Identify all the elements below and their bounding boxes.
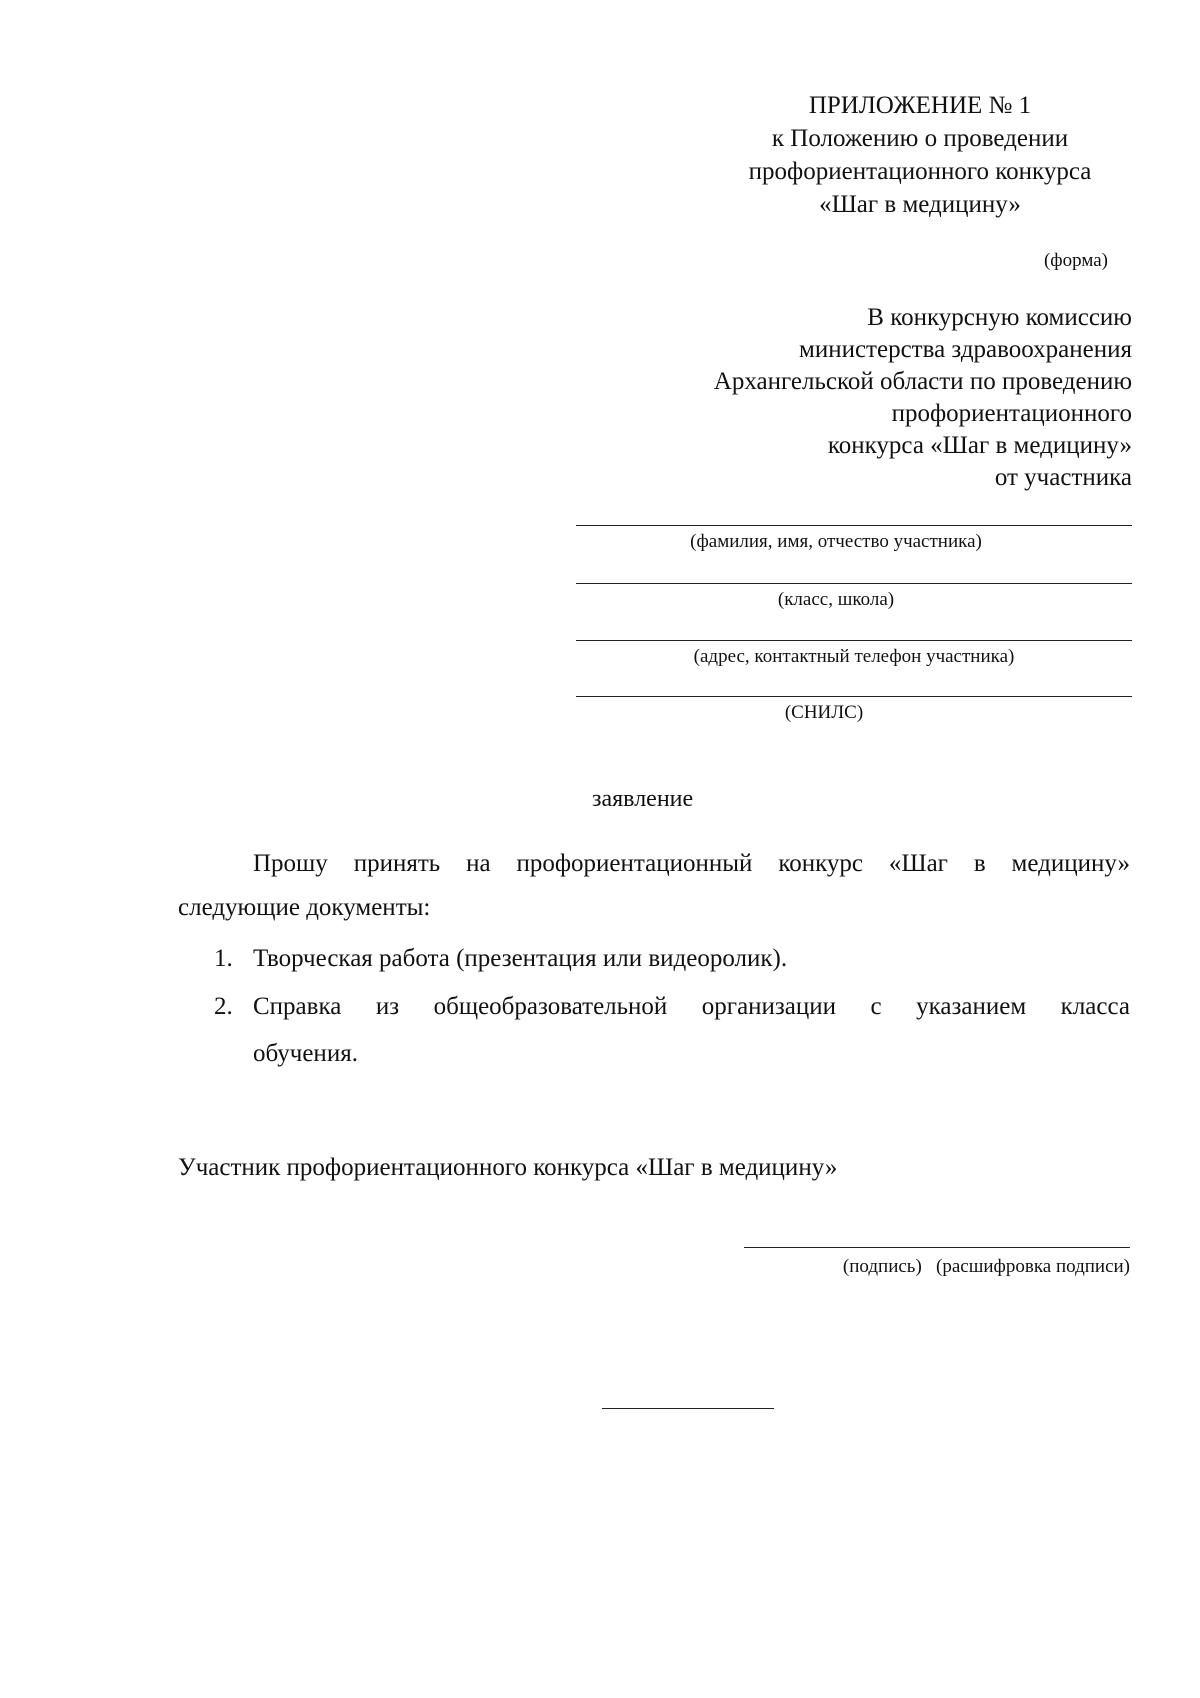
addressee-line-4: профориентационного (891, 400, 1132, 427)
class-school-fill-line[interactable] (576, 583, 1132, 584)
statement-intro-line-1: Прошу принять на профориентационный конкурс «Шаг в медицину» (253, 850, 1130, 877)
appendix-line-4: «Шаг в медицину» (819, 191, 1021, 218)
snils-fill-line[interactable] (576, 696, 1132, 697)
list-item-2-number: 2. (214, 993, 233, 1020)
statement-intro-line-2: следующие документы: (178, 894, 431, 921)
form-note: (форма) (1043, 250, 1108, 271)
list-item-2-text: Справка из общеобразовательной организации с указанием класса (253, 993, 1130, 1020)
list-item-1-number: 1. (214, 945, 233, 972)
statement-title: заявление (592, 786, 694, 812)
addressee-line-1: В конкурсную комиссию (867, 304, 1132, 331)
signature-fill-line[interactable] (744, 1247, 1130, 1248)
name-fill-line[interactable] (576, 525, 1132, 526)
list-item-2-text-cont: обучения. (253, 1040, 358, 1067)
class-school-caption: (класс, школа) (777, 589, 895, 610)
list-item-1-text: Творческая работа (презентация или видеоролик). (253, 945, 788, 972)
addressee-line-2: министерства здравоохранения (799, 336, 1132, 363)
addressee-line-6: от участника (994, 464, 1132, 491)
snils-caption: (СНИЛС) (784, 702, 864, 723)
participant-label: Участник профориентационного конкурса «Шаг в медицину» (178, 1154, 838, 1181)
appendix-line-3: профориентационного конкурса (748, 158, 1092, 185)
appendix-line-2: к Положению о проведении (771, 125, 1069, 152)
end-divider (602, 1408, 774, 1409)
addressee-line-3: Архангельской области по проведению (713, 368, 1132, 395)
address-phone-caption: (адрес, контактный телефон участника) (693, 646, 1015, 667)
name-caption: (фамилия, имя, отчество участника) (690, 531, 982, 552)
address-phone-fill-line[interactable] (576, 640, 1132, 641)
appendix-title: ПРИЛОЖЕНИЕ № 1 (808, 92, 1032, 119)
signature-caption: (подпись) (расшифровка подписи) (842, 1256, 1130, 1277)
addressee-line-5: конкурса «Шаг в медицину» (827, 432, 1132, 459)
